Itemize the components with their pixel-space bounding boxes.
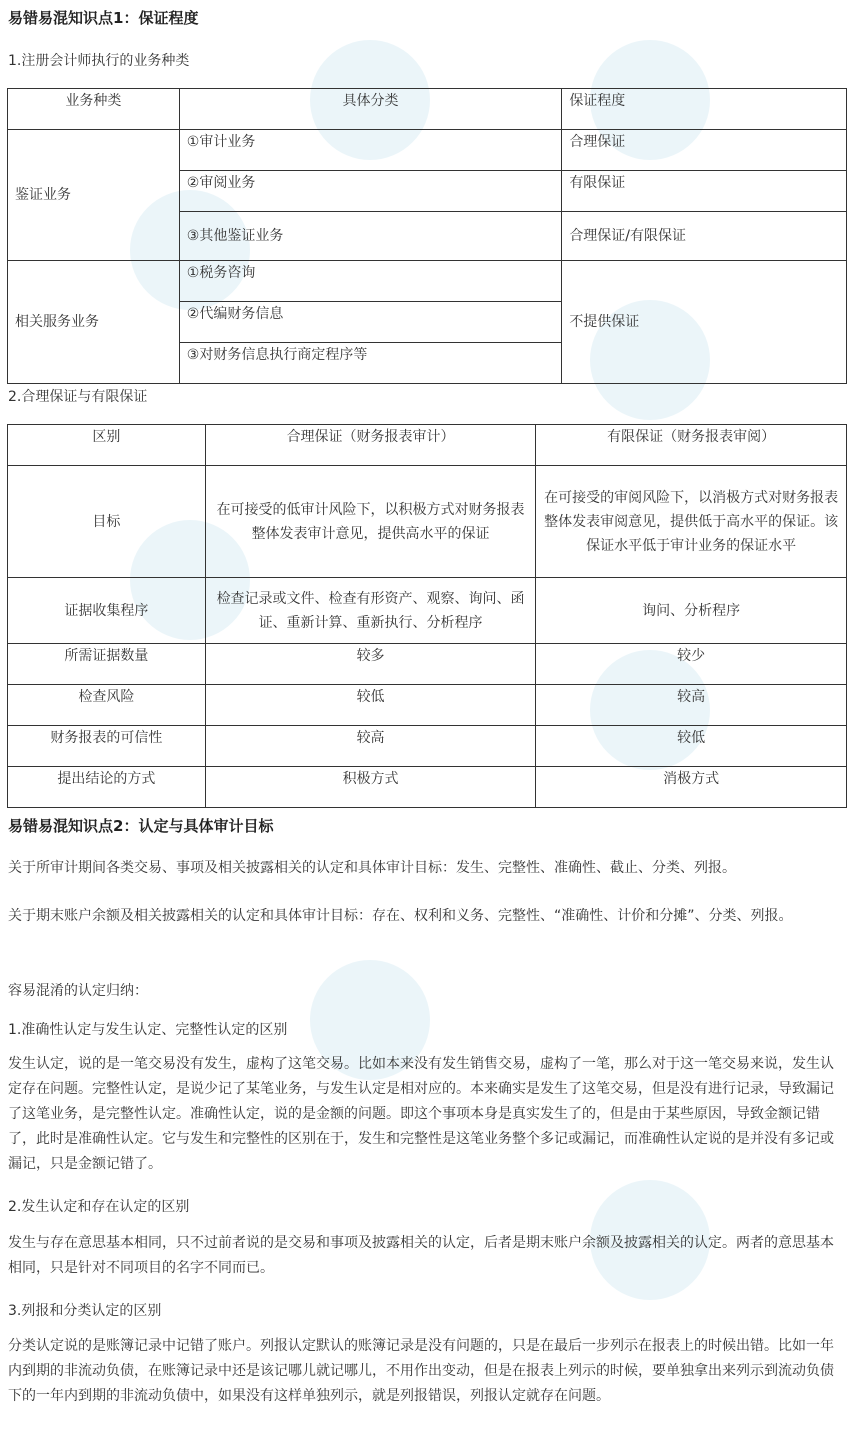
table2-cell: 较多 <box>205 644 536 685</box>
table2-row-label: 财务报表的可信性 <box>8 726 206 767</box>
section1-title: 1.注册会计师执行的业务种类 <box>8 53 190 69</box>
table2-cell: 较高 <box>205 726 536 767</box>
table2-cell: 较低 <box>536 726 847 767</box>
table2-row-label: 证据收集程序 <box>8 578 206 644</box>
subsection2-title: 2.发生认定和存在认定的区别 <box>8 1199 190 1215</box>
table1-group-related-services: 相关服务业务 <box>8 261 180 384</box>
section2-title: 2.合理保证与有限保证 <box>8 389 148 405</box>
table1-header-type: 业务种类 <box>8 89 180 130</box>
assurance-comparison-table <box>7 424 847 808</box>
subsection3-title: 3.列报和分类认定的区别 <box>8 1303 162 1319</box>
heading-knowledge-point-1: 易错易混知识点1：保证程度 <box>8 9 199 27</box>
paragraph-balances-assertions: 关于期末账户余额及相关披露相关的认定和具体审计目标：存在、权利和义务、完整性、“准确性、计价和分摊”、分类、列报。 <box>8 908 793 924</box>
table2-cell: 较高 <box>536 685 847 726</box>
table1-cell: ②审阅业务 <box>179 171 562 212</box>
table2-cell: 较低 <box>205 685 536 726</box>
table2-cell: 消极方式 <box>536 767 847 808</box>
table2-cell: 在可接受的审阅风险下，以消极方式对财务报表整体发表审阅意见，提供低于高水平的保证。该保证水平低于审计业务的保证水平 <box>536 466 847 578</box>
table2-row-label: 提出结论的方式 <box>8 767 206 808</box>
table1-cell: 有限保证 <box>562 171 847 212</box>
table1-cell: ②代编财务信息 <box>179 302 562 343</box>
table2-header-reasonable: 合理保证（财务报表审计） <box>205 425 536 466</box>
table2-cell: 检查记录或文件、检查有形资产、观察、询问、函证、重新计算、重新执行、分析程序 <box>205 578 536 644</box>
table1-cell: 合理保证 <box>562 130 847 171</box>
table2-cell: 询问、分析程序 <box>536 578 847 644</box>
table1-cell: ③其他鉴证业务 <box>179 212 562 261</box>
table1-cell: 合理保证/有限保证 <box>562 212 847 261</box>
business-types-table <box>7 88 847 384</box>
table1-group-assurance: 鉴证业务 <box>8 130 180 261</box>
subsection1-title: 1.准确性认定与发生认定、完整性认定的区别 <box>8 1022 288 1038</box>
heading-knowledge-point-2: 易错易混知识点2：认定与具体审计目标 <box>8 817 274 835</box>
table1-header-category: 具体分类 <box>179 89 562 130</box>
paragraph-confusing-assertions: 容易混淆的认定归纳： <box>8 983 148 999</box>
subsection3-body: 分类认定说的是账簿记录中记错了账户。列报认定默认的账簿记录是没有问题的，只是在最后一步列示在报表上的时候出错。比如一年内到期的非流动负债，在账簿记录中还是该记哪儿就记哪儿，不用作出变动，但是在报表上列示的时候，要单独拿出来列示到流动负债下的一年内到期的非流动负债中，如果没有这样单独列示，就是列报错误，列报认定就存在问题。 <box>8 1338 834 1404</box>
table2-header-limited: 有限保证（财务报表审阅） <box>536 425 847 466</box>
table2-cell: 积极方式 <box>205 767 536 808</box>
table2-row-label: 检查风险 <box>8 685 206 726</box>
table1-cell: ①税务咨询 <box>179 261 562 302</box>
table1-header-level: 保证程度 <box>562 89 847 130</box>
table2-row-label: 所需证据数量 <box>8 644 206 685</box>
subsection2-body: 发生与存在意思基本相同，只不过前者说的是交易和事项及披露相关的认定，后者是期末账户余额及披露相关的认定。两者的意思基本相同，只是针对不同项目的名字不同而已。 <box>8 1235 834 1276</box>
table2-cell: 较少 <box>536 644 847 685</box>
paragraph-transactions-assertions: 关于所审计期间各类交易、事项及相关披露相关的认定和具体审计目标：发生、完整性、准确性、截止、分类、列报。 <box>8 860 736 876</box>
table1-group2-level: 不提供保证 <box>562 261 847 384</box>
table1-cell: ①审计业务 <box>179 130 562 171</box>
table2-row-label: 目标 <box>8 466 206 578</box>
table2-cell: 在可接受的低审计风险下，以积极方式对财务报表整体发表审计意见，提供高水平的保证 <box>205 466 536 578</box>
subsection1-body: 发生认定，说的是一笔交易没有发生，虚构了这笔交易。比如本来没有发生销售交易，虚构了一笔，那么对于这一笔交易来说，发生认定存在问题。完整性认定，是说少记了某笔业务，与发生认定是相对应的。本来确实是发生了这笔交易，但是没有进行记录，导致漏记了这笔业务，是完整性认定。准确性认定，说的是金额的问题。即这个事项本身是真实发生了的，但是由于某些原因，导致金额记错了，此时是准确性认定。它与发生和完整性的区别在于，发生和完整性是这笔业务整个多记或漏记，而准确性认定说的是并没有多记或漏记，只是金额记错了。 <box>8 1056 834 1172</box>
table1-cell: ③对财务信息执行商定程序等 <box>179 343 562 384</box>
table2-header-diff: 区别 <box>8 425 206 466</box>
